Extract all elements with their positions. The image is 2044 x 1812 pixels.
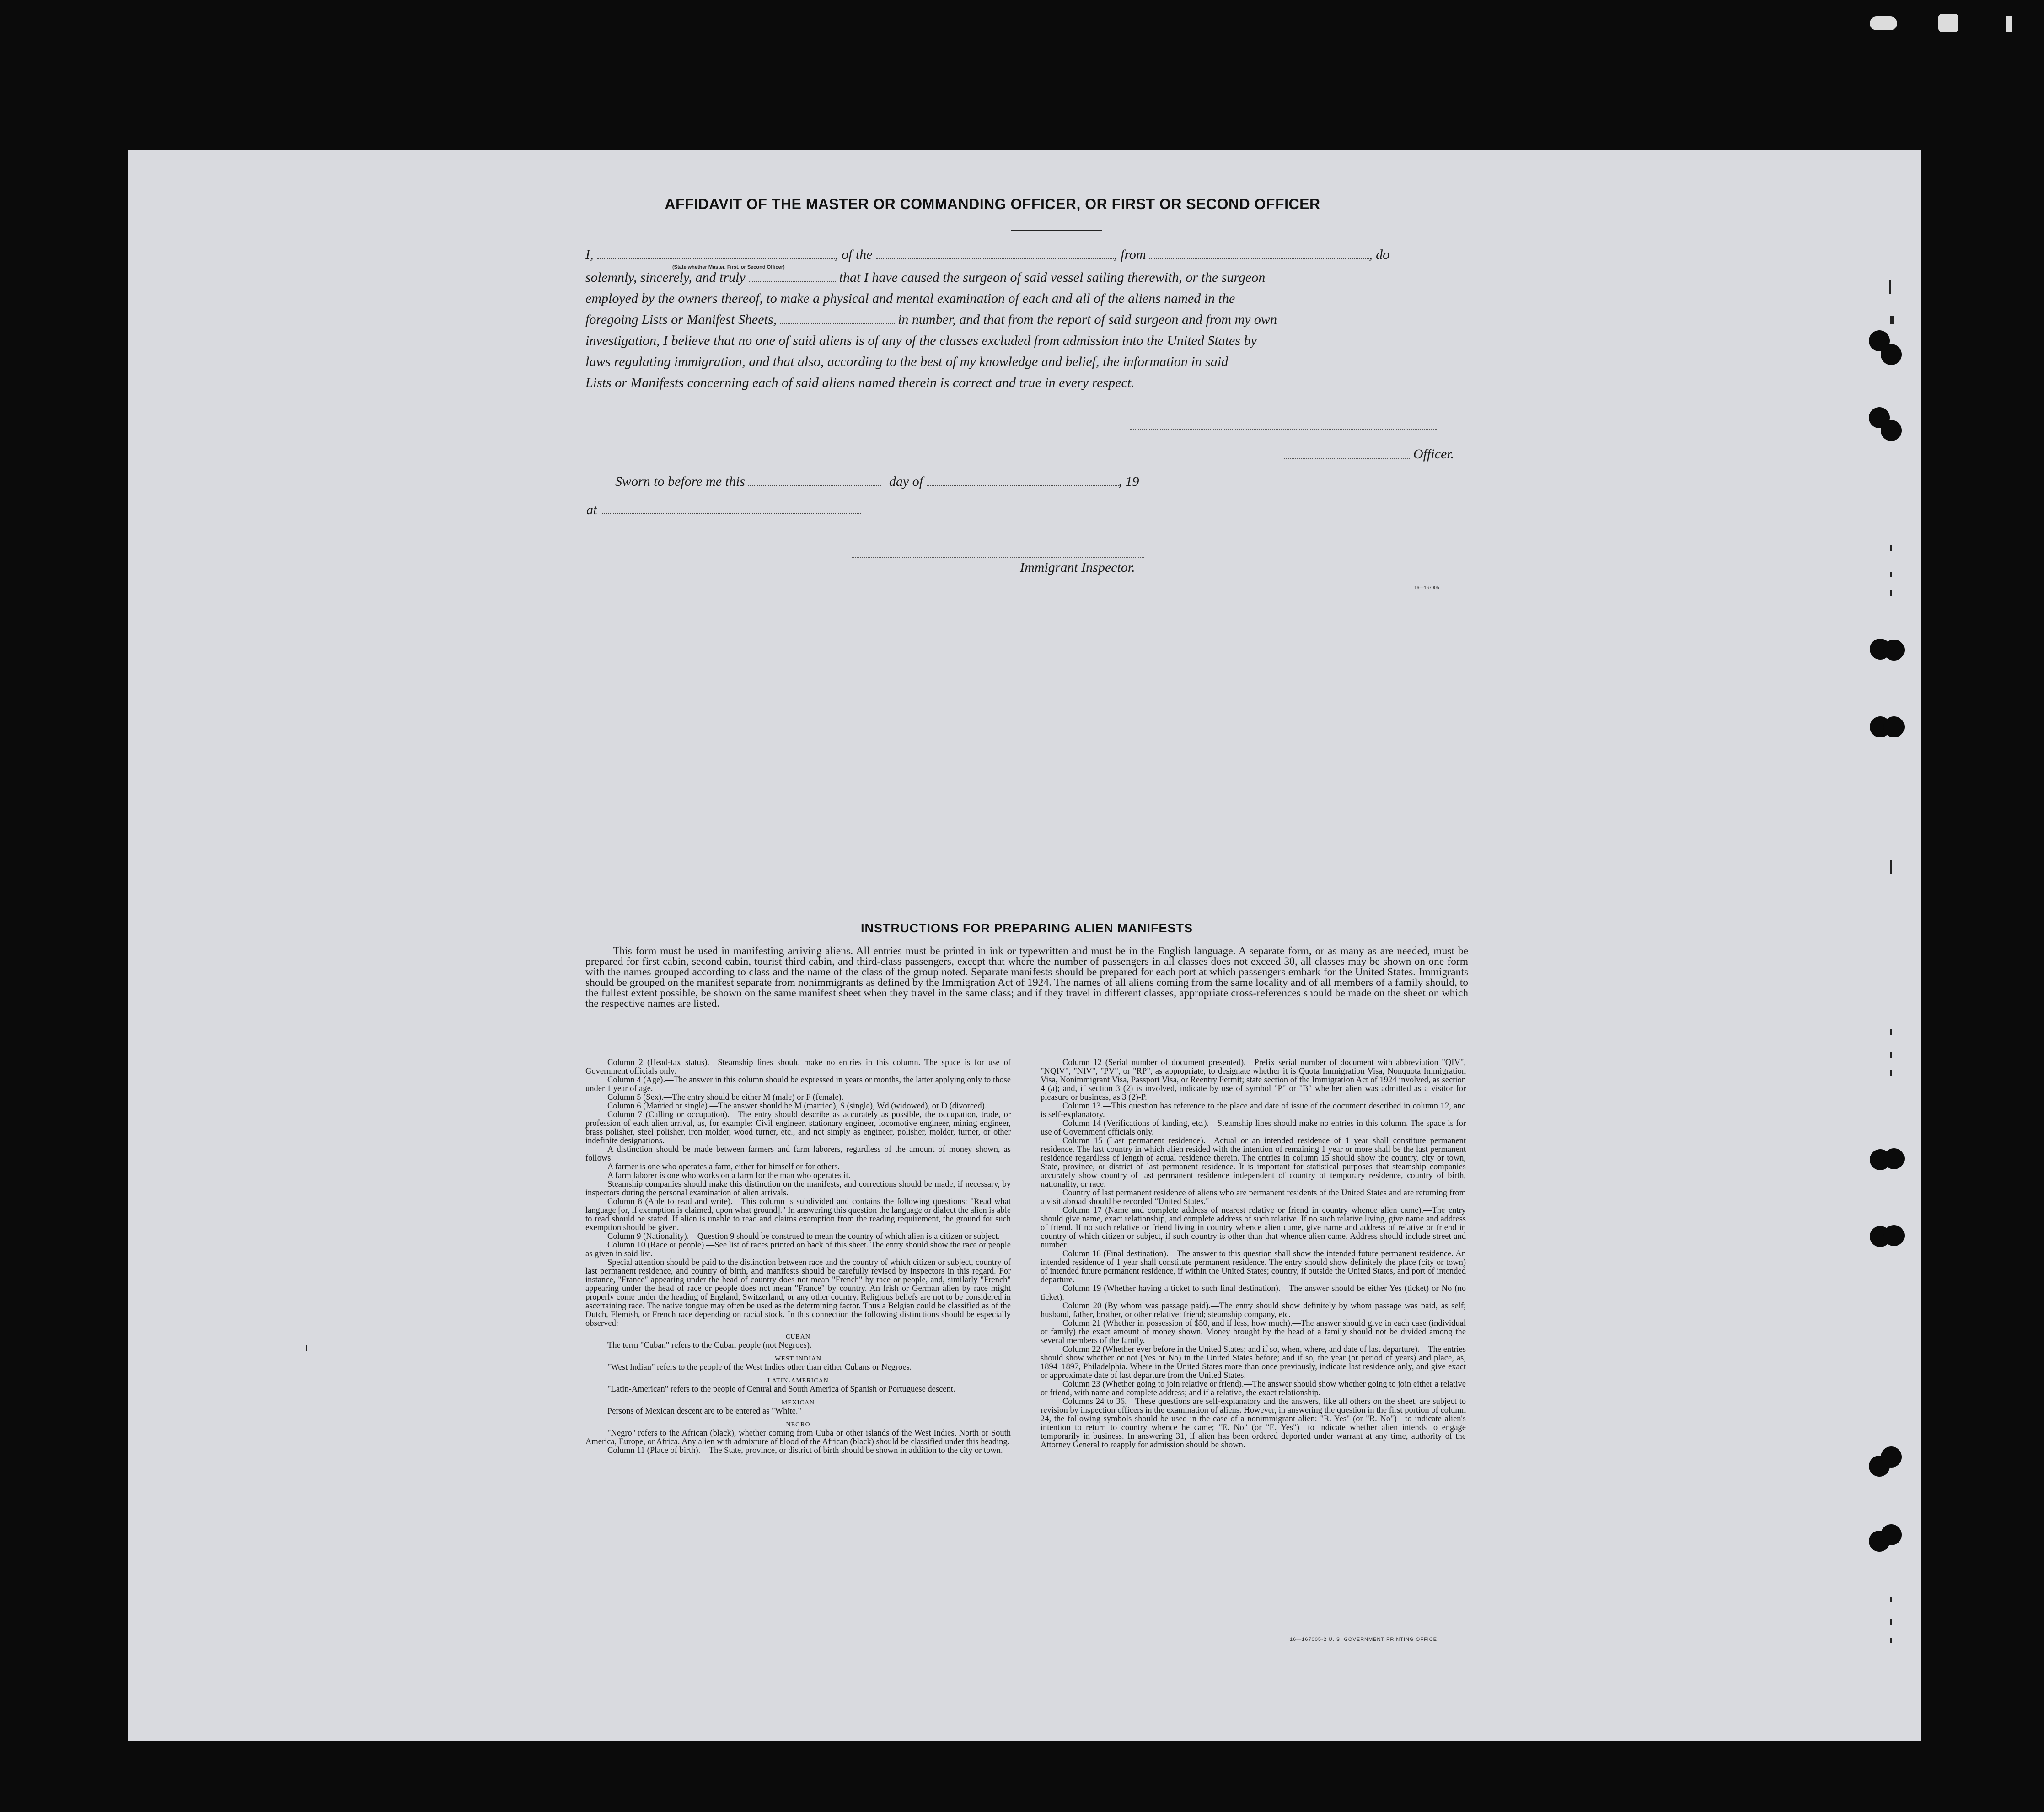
printing-office-imprint: 16—167005-2 U. S. GOVERNMENT PRINTING OFFICE	[1290, 1637, 1437, 1642]
sworn-place-field[interactable]	[601, 503, 861, 514]
instruction-paragraph: Special attention should be paid to the distinction between race and the country of which citizen or subject, country of last permanent residence, and country of birth, and manifests should be carefully revised by inspectors in this regard. For instance, "France" appearing under the head of country does not mean "French" by race or people, and, similarly "French" appearing under the head of race or people does not mean "France" by country. An Irish or German alien by race might properly come under the heading of England, Switzerland, or any other country. Religious beliefs are not to be considered in ascertaining race. The native tongue may often be used as the determining factor. Thus a Belgian could be classified as of the Dutch, Flemish, or French race depending on racial stock. In this connection the following distinctions should be especially observed:	[585, 1258, 1011, 1328]
affidavit-line-1	[585, 247, 1468, 263]
edge-tick	[1890, 590, 1892, 596]
instruction-paragraph: Column 12 (Serial number of document presented).—Prefix serial number of document with abbreviation "QIV", "NQIV", "NIV", "PV", or "RP", as appropriate, to designate whether it is Quota Immigration Visa, Nonquota Immigration Visa, Nonimmigrant Visa, Passport Visa, or Reentry Permit; state section of the Immigration Act of 1924 involved, as section 4 (a); and, if section 3 (2) is involved, indicate by use of symbol "P" or "B" whether alien was admitted as a visitor for pleasure or business, as 3 (2)-P.	[1041, 1058, 1466, 1102]
edge-tick	[1890, 1029, 1892, 1035]
instruction-paragraph: Column 18 (Final destination).—The answer to this question shall show the intended future permanent residence. An intended residence of 1 year shall constitute permanent residence. The entry should show definitely the place (city or town) of intended future permanent residence, if within the United States; country, if outside the United States, and port of intended departure.	[1041, 1249, 1466, 1285]
instruction-paragraph: Column 13.—This question has reference to the place and date of issue of the document described in column 12, and is self-explanatory.	[1041, 1102, 1466, 1119]
section-heading-latin-american: LATIN-AMERICAN	[767, 1377, 829, 1384]
sworn-month-field[interactable]	[927, 475, 1119, 486]
instruction-paragraph: Column 19 (Whether having a ticket to such final destination).—The answer should be either Yes (ticket) or No (no ticket).	[1041, 1284, 1466, 1302]
instructions-left-column	[585, 1059, 1011, 1455]
affidavit-line-6: laws regulating immigration, and that also, according to the best of my knowledge and belief, the information in said	[585, 354, 1229, 369]
instruction-paragraph: A farmer is one who operates a farm, either for himself or for others.	[607, 1162, 840, 1172]
edge-tick	[1890, 1597, 1892, 1602]
edge-tick	[306, 1345, 307, 1351]
instructions-right-column	[1041, 1059, 1466, 1450]
at-line	[586, 502, 861, 518]
title-underline	[1011, 230, 1102, 231]
officer-name-line[interactable]	[1284, 458, 1411, 459]
instruction-paragraph: Column 23 (Whether going to join relative or friend).—The answer should show whether going to join either a relative or friend, with name and complete address; and if a relative, the exact relationship.	[1041, 1380, 1466, 1398]
day-of-text: day of	[889, 474, 923, 489]
film-marker-2	[1938, 14, 1958, 32]
affidavit-line-2	[585, 270, 1468, 285]
instruction-paragraph: Column 8 (Able to read and write).—This column is subdivided and contains the following questions: "Read what language [or, if exemption is claimed, upon what ground]." In answering this question the language or dialect the alien is able to read should be stated. If alien is unable to read and claims exemption from the reading requirement, the ground for such exemption should be given.	[585, 1197, 1011, 1232]
punch-hole	[1883, 1148, 1905, 1169]
edge-tick	[1890, 1052, 1892, 1058]
punch-hole	[1883, 640, 1905, 661]
inspector-label: Immigrant Inspector.	[1020, 560, 1135, 575]
section-heading-cuban: CUBAN	[785, 1333, 810, 1340]
punch-hole	[1881, 1446, 1902, 1468]
affidavit-text: foregoing Lists or Manifest Sheets,	[585, 312, 777, 327]
section-heading-west-indian: WEST INDIAN	[774, 1355, 822, 1362]
section-heading-negro: NEGRO	[786, 1421, 810, 1428]
instruction-paragraph: Column 6 (Married or single).—The answer should be M (married), S (single), Wd (widowed), or D (divorced).	[607, 1102, 987, 1111]
punch-hole	[1883, 716, 1905, 737]
affidavit-i: I,	[585, 247, 594, 262]
edge-tick	[1890, 860, 1892, 874]
vessel-name-field[interactable]	[876, 248, 1114, 259]
officer-rank-field[interactable]	[597, 248, 835, 259]
cuban-definition: The term "Cuban" refers to the Cuban people (not Negroes).	[607, 1341, 812, 1350]
punch-hole	[1881, 344, 1902, 365]
instruction-paragraph: Column 5 (Sex).—The entry should be either M (male) or F (female).	[607, 1093, 844, 1102]
instructions-intro: This form must be used in manifesting arriving aliens. All entries must be printed in ink or typewritten and must be in the English language. A separate form, or as many as are needed, must be prepared for first cabin, second cabin, tourist third cabin, and third-class passengers, except that where the number of passengers in all classes does not exceed 30, all classes may be shown on one form with the names grouped according to class and the name of the class of the group noted. Separate manifests should be prepared for each port at which passengers embark for the United States. Immigrants should be grouped on the manifest separate from nonimmigrants as defined by the Immigration Act of 1924. The names of all aliens coming from the same locality and of all members of a family should, to the fullest extent possible, be shown on the same manifest sheet when they travel in the same class; and if they travel in different classes, appropriate cross-references should be made on the sheet on which the respective names are listed.	[585, 945, 1468, 1010]
instruction-paragraph: Column 15 (Last permanent residence).—Actual or an intended residence of 1 year shall constitute permanent residence. The last country in which alien resided with the intention of remaining 1 year or more shall be the last permanent residence regardless of length of actual residence therein. The entries in column 15 should show the country, city or town, State, province, or district of last permanent residence. It is important for statistical purposes that steamship companies accurately show country of last permanent residence independent of country of temporary residence, country of birth, nationality, or race.	[1041, 1136, 1466, 1189]
affidavit-title: AFFIDAVIT OF THE MASTER OR COMMANDING OFFICER, OR FIRST OR SECOND OFFICER	[665, 196, 1320, 212]
edge-tick	[1890, 1070, 1892, 1076]
instruction-paragraph: Steamship companies should make this distinction on the manifests, and corrections should be made, if necessary, by inspectors during the personal examination of alien arrivals.	[585, 1180, 1011, 1198]
sworn-line	[615, 474, 1139, 489]
instruction-paragraph: Column 4 (Age).—The answer in this column should be expressed in years or months, the latter applying only to those under 1 year of age.	[585, 1075, 1011, 1093]
oath-form-field[interactable]	[749, 271, 836, 282]
instruction-paragraph: A farm laborer is one who works on a farm for the man who operates it.	[607, 1171, 851, 1180]
negro-definition: "Negro" refers to the African (black), whether coming from Cuba or other islands of the West Indies, North or South America, Europe, or Africa. Any alien with admixture of blood of the African (black) should be classified under this heading.	[585, 1429, 1011, 1446]
rank-note: (State whether Master, First, or Second Officer)	[672, 264, 785, 270]
affidavit-text: solemnly, sincerely, and truly	[585, 270, 746, 285]
affidavit-text: that I have caused the surgeon of said vessel sailing therewith, or the surgeon	[839, 270, 1266, 285]
column-11-instruction: Column 11 (Place of birth).—The State, province, or district of birth should be shown in addition to the city or town.	[607, 1446, 1003, 1455]
instruction-paragraph: Columns 24 to 36.—These questions are self-explanatory and the answers, like all others on the sheet, are subject to revision by inspection officers in the examination of aliens. However, in answering the question in the first portion of column 24, the following symbols should be used in the case of a nonimmigrant alien: "R. Yes" (or "R. No")—to indicate alien's intention to return to country whence he came; "E. No" (or "E. Yes")—to indicate whether alien intends to engage temporarily in business. In answering 31, if alien has been ordered deported under warrant at any time, authority of the Attorney General to reapply for admission should be shown.	[1041, 1397, 1466, 1450]
year-text: , 19	[1118, 474, 1139, 489]
inspector-signature-line[interactable]	[852, 557, 1144, 558]
edge-tick	[1890, 545, 1892, 551]
from-port-field[interactable]	[1149, 248, 1369, 259]
sworn-text: Sworn to before me this	[615, 474, 745, 489]
affidavit-of-the: , of the	[835, 247, 873, 262]
edge-tick	[1889, 280, 1891, 294]
instruction-paragraph: Column 20 (By whom was passage paid).—The entry should show definitely by whom passage was paid, as self; husband, father, brother, or other relative; friend; steamship company, etc.	[1041, 1301, 1466, 1319]
instruction-paragraph: A distinction should be made between farmers and farm laborers, regardless of the amount of money shown, as follows:	[585, 1145, 1011, 1163]
affidavit-text: in number, and that from the report of said surgeon and from my own	[898, 312, 1277, 327]
instruction-paragraph: Column 22 (Whether ever before in the United States; and if so, when, where, and date of last departure).—The entries should show whether or not (Yes or No) in the United States before; and if so, the year (or period of years) and place, as, 1894–1897, Philadelphia. Where in the United States more than once previously, indicate last residence only, and give exact or approximate date of last departure from the United States.	[1041, 1345, 1466, 1380]
form-number: 16—167005	[1414, 586, 1439, 591]
sworn-day-field[interactable]	[748, 475, 881, 486]
instruction-paragraph: Column 10 (Race or people).—See list of races printed on back of this sheet. The entry should show the race or people as given in said list.	[585, 1241, 1011, 1258]
west-indian-definition: "West Indian" refers to the people of the West Indies other than either Cubans or Negroes.	[607, 1363, 912, 1372]
instruction-paragraph: Column 21 (Whether in possession of $50, and if less, how much).—The answer should give in each case (individual or family) the exact amount of money shown. Money brought by the head of a family should not be divided among the several members of the family.	[1041, 1319, 1466, 1345]
affidavit-line-7: Lists or Manifests concerning each of said aliens named therein is correct and true in every respect.	[585, 375, 1135, 390]
instruction-paragraph: Column 2 (Head-tax status).—Steamship lines should make no entries in this column. The space is for use of Government officials only.	[585, 1058, 1011, 1076]
edge-tick	[1890, 1619, 1892, 1625]
at-label: at	[586, 502, 597, 517]
instruction-paragraph: Column 17 (Name and complete address of nearest relative or friend in country whence alien came).—The entry should give name, exact relationship, and complete address of such relative. If no such relative living, give name and address of friend. If no such relative or friend living in country whence alien came, give name and address of relative or friend in country of which citizen or subject, if such country is other than that whence alien came. Address should include street and number.	[1041, 1206, 1466, 1250]
punch-hole	[1881, 420, 1902, 441]
edge-tick	[1890, 572, 1892, 577]
officer-signature-line[interactable]	[1130, 429, 1437, 430]
officer-label: Officer.	[1413, 446, 1454, 462]
affidavit-do: , do	[1369, 247, 1390, 262]
latin-american-definition: "Latin-American" refers to the people of Central and South America of Spanish or Portuguese descent.	[607, 1385, 955, 1394]
section-heading-mexican: MEXICAN	[781, 1399, 815, 1406]
punch-hole	[1881, 1524, 1902, 1545]
instructions-title: INSTRUCTIONS FOR PREPARING ALIEN MANIFESTS	[860, 921, 1193, 935]
edge-tick	[1890, 316, 1894, 324]
affidavit-line-5: investigation, I believe that no one of said aliens is of any of the classes excluded from admission into the United States by	[585, 333, 1257, 348]
punch-hole	[1883, 1225, 1905, 1246]
mexican-definition: Persons of Mexican descent are to be entered as "White."	[607, 1407, 802, 1416]
instruction-paragraph: Column 9 (Nationality).—Question 9 should be construed to mean the country of which alien is a citizen or subject.	[607, 1232, 1000, 1241]
affidavit-line-3: employed by the owners thereof, to make a physical and mental examination of each and all of the aliens named in the	[585, 291, 1235, 306]
instruction-paragraph: Column 14 (Verifications of landing, etc.).—Steamship lines should make no entries in this column. The space is for use of Government officials only.	[1041, 1119, 1466, 1137]
affidavit-from: , from	[1114, 247, 1146, 262]
edge-tick	[1890, 1638, 1892, 1643]
film-marker-1	[1870, 16, 1897, 30]
instruction-paragraph: Column 7 (Calling or occupation).—The entry should describe as accurately as possible, the occupation, trade, or profession of each alien arrival, as, for example: Civil engineer, stationary engineer, locomotive engineer, mining engineer, brass polisher, steel polisher, iron molder, wood turner, etc., and not simply as engineer, polisher, molder, turner, or other indefinite designations.	[585, 1110, 1011, 1145]
sheet-count-field[interactable]	[780, 313, 895, 324]
film-marker-3	[2006, 16, 2012, 32]
affidavit-line-4	[585, 312, 1468, 328]
instruction-paragraph: Country of last permanent residence of aliens who are permanent residents of the United States and are returning from a visit abroad should be recorded "United States."	[1041, 1188, 1466, 1206]
